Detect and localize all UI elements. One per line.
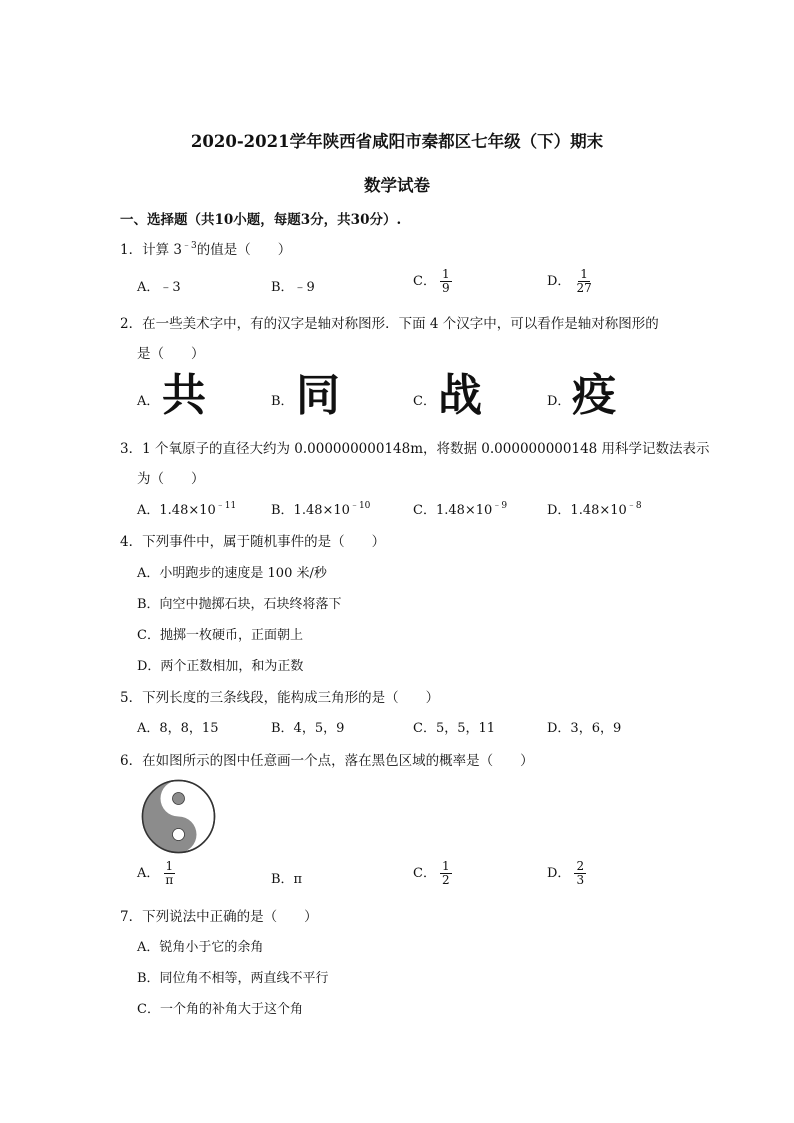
question-7-option-c: C．一个角的补角大于这个角 [137, 1002, 303, 1017]
question-4-stem: 4．下列事件中，属于随机事件的是（ ） [120, 534, 386, 550]
question-2-option-b-char: 同 [296, 370, 340, 421]
document-title-line2: 数学试卷 [364, 176, 430, 195]
question-6-option-a: A． $\frac{1}{\pi}$ [137, 859, 174, 887]
question-2-stem-line2: 是（ ） [137, 346, 205, 362]
question-4-option-d: D．两个正数相加，和为正数 [137, 659, 304, 674]
question-3-option-c: C．$1.48\times 10^{﹣9}$ [413, 501, 508, 518]
question-6-option-c: C． $\frac{1}{2}$ [413, 859, 450, 887]
question-2-option-d-char: 疫 [572, 370, 616, 421]
question-1-option-a: A．﹣3 [137, 280, 181, 295]
question-2-option-c-label: C． [413, 394, 436, 409]
yin-yang-icon [141, 779, 216, 854]
question-5-option-d: D．3，6，9 [547, 721, 622, 736]
question-3-option-a: A．$1.48\times 10^{﹣11}$ [137, 501, 237, 518]
question-2-option-d-label: D． [547, 394, 571, 409]
question-6-stem: 6．在如图所示的图中任意画一个点，落在黑色区域的概率是（ ） [120, 753, 534, 769]
question-6-option-d: D． $\frac{2}{3}$ [547, 859, 585, 887]
question-2-stem-line1: 2．在一些美术字中，有的汉字是轴对称图形．下面 4 个汉字中，可以看作是轴对称图形的 [120, 316, 659, 332]
question-7-option-a: A．锐角小于它的余角 [137, 940, 264, 955]
question-5-option-b: B．4，5，9 [271, 721, 345, 736]
document-title-line1: 2020-2021学年陕西省咸阳市秦都区七年级（下）期末 [190, 132, 604, 151]
question-1-option-d: D． $\frac{1}{27}$ [547, 267, 592, 295]
question-1-option-b: B．﹣9 [271, 280, 315, 295]
question-7-stem: 7．下列说法中正确的是（ ） [120, 909, 318, 925]
question-6-option-b: B．π [271, 872, 303, 887]
question-1-option-c: C． $\frac{1}{9}$ [413, 267, 450, 295]
question-5-option-c: C．5，5，11 [413, 721, 496, 736]
question-1-stem: 1．计算 $3^{﹣3}$的值是（ ） [120, 241, 292, 258]
question-4-option-c: C．抛掷一枚硬币，正面朝上 [137, 628, 303, 643]
question-4-option-b: B．向空中抛掷石块，石块终将落下 [137, 597, 342, 612]
question-2-option-b-label: B． [271, 394, 294, 409]
question-5-option-a: A．8，8，15 [137, 721, 219, 736]
section-heading: 一、选择题（共10小题，每题3分，共30分）. [120, 212, 402, 228]
question-5-stem: 5．下列长度的三条线段，能构成三角形的是（ ） [120, 690, 440, 706]
question-7-option-b: B．同位角不相等，两直线不平行 [137, 971, 329, 986]
question-2-option-c-char: 战 [438, 370, 482, 421]
question-3-option-d: D．$1.48\times 10^{﹣8}$ [547, 501, 642, 518]
question-3-option-b: B．$1.48\times 10^{﹣10}$ [271, 501, 371, 518]
question-2-option-a-char: 共 [162, 370, 206, 421]
question-2-option-a-label: A． [137, 394, 160, 409]
question-4-option-a: A．小明跑步的速度是 100 米/秒 [137, 566, 327, 581]
question-3-stem-line2: 为（ ） [137, 471, 205, 487]
question-3-stem-line1: 3．1 个氧原子的直径大约为 0.000000000148m，将数据 0.000000000148 用科学记数法表示 [120, 441, 710, 457]
